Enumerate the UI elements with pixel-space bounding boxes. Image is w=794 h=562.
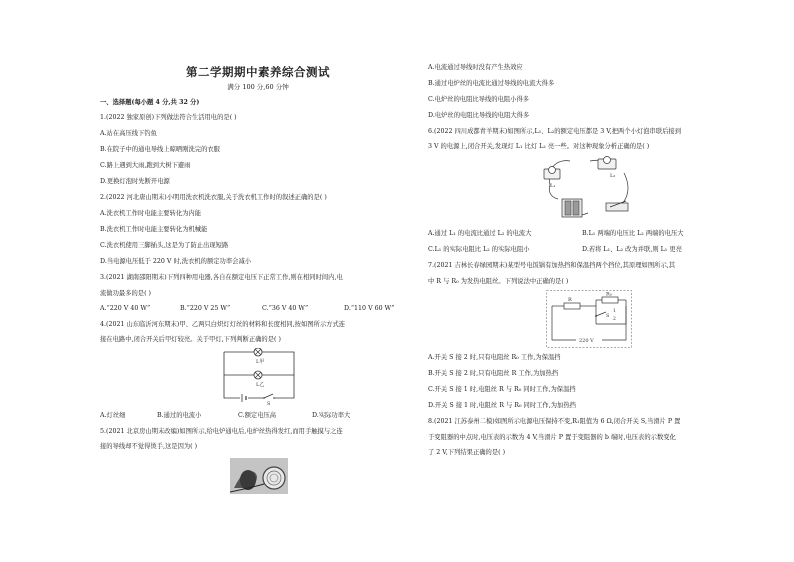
q7-stem-line2: 中 R 与 R₀ 为发热电阻丝。下列说法中正确的是( ) xyxy=(428,278,569,285)
resistor-r-label: R xyxy=(568,297,572,303)
q7-stem-line1: 7.(2021 吉林长春绿园期末)某型号电饭锅有加热挡和保温挡两个挡位,其原理如图所示,其 xyxy=(428,262,676,269)
voltage-label: 220 V xyxy=(579,338,594,344)
resistor-r0-icon xyxy=(602,297,618,303)
q4-option-b: B.通过的电流小 xyxy=(157,412,202,419)
knife-switch-icon xyxy=(606,201,628,211)
q1-option-d: D.更换灯泡时先断开电源 xyxy=(100,178,170,185)
q4-option-c: C.额定电压高 xyxy=(238,412,277,419)
lamp-yi-label: L乙 xyxy=(256,382,265,388)
battery-icon xyxy=(240,394,248,402)
q6-stem-line1: 6.(2022 四川成都青羊期末)如图所示,L₁、L₂的额定电压都是 3 V,把两个小灯泡串联后接到 xyxy=(428,128,682,135)
q1-option-b: B.在院子中的通电导线上晾晒刚洗完的衣服 xyxy=(100,146,220,153)
switch-icon xyxy=(263,394,275,401)
q4-option-a: A.灯丝细 xyxy=(100,412,126,419)
q8-stem-line3: 了 2 V,下列结果正确的是( ) xyxy=(428,449,506,456)
q6-stem-line2: 3 V 的电源上,闭合开关,发现灯 L₁ 比灯 L₂ 亮一些。对这种现象分析正确的是( ) xyxy=(428,143,650,150)
q3-option-c: C.“36 V 40 W” xyxy=(262,305,309,312)
q5-option-b: B.通过电炉丝的电流比通过导线的电流大得多 xyxy=(428,80,555,87)
q7-option-d: D.开关 S 接 1 时,电阻丝 R 与 R₀ 同时工作,为加热挡 xyxy=(428,402,576,409)
q5-stem-line2: 接的导线却不觉得烫手,这是因为( ) xyxy=(100,443,198,450)
q4-circuit-diagram xyxy=(218,348,300,406)
q2-option-c: C.洗衣机使用三脚插头,这是为了防止出现短路 xyxy=(100,242,229,249)
page-subtitle: 满分 100 分,60 分钟 xyxy=(227,83,289,91)
lamp-yi-icon xyxy=(254,371,262,379)
switch-pos-1-label: 1 xyxy=(613,309,616,314)
switch-s-icon xyxy=(595,312,606,317)
lamp-l1-icon xyxy=(544,167,560,180)
q7-option-c: C.开关 S 接 1 时,电阻丝 R 与 R₀ 同时工作,为保温挡 xyxy=(428,386,576,393)
q4-option-d: D.实际功率大 xyxy=(312,412,351,419)
q3-option-d: D.“110 V 60 W” xyxy=(344,305,395,312)
q6-option-b: B.L₁ 两端的电压比 L₂ 两端的电压大 xyxy=(582,230,684,237)
q3-stem-line1: 3.(2021 湖南邵阳期末)下列四种用电器,各自在额定电压下正常工作,则在相同时间内,电 xyxy=(100,274,343,281)
q5-stem-line1: 5.(2021 北京房山期末改编)如图所示,给电炉通电后,电炉丝热得发红,而用手触摸与之连 xyxy=(100,428,343,435)
q3-stem-line2: 流做功最多的是( ) xyxy=(100,290,151,297)
q6-option-a: A.通过 L₁ 的电流比通过 L₂ 的电流大 xyxy=(428,230,532,237)
lamp-jia-label: L甲 xyxy=(256,359,265,365)
q6-option-c: C.L₁ 的实际电阻比 L₂ 的实际电阻小 xyxy=(428,246,530,253)
q5-stove-photo xyxy=(230,458,288,494)
resistor-r0-label: R₀ xyxy=(606,291,612,298)
resistor-r-icon xyxy=(564,303,580,309)
q3-option-a: A.“220 V 40 W” xyxy=(100,305,151,312)
switch-label: S xyxy=(267,401,271,406)
q1-option-c: C.路上遇到大雨,跑到大树下避雨 xyxy=(100,162,191,169)
q1-option-a: A.站在高压线下钓鱼 xyxy=(100,130,157,137)
q2-option-d: D.当电源电压低于 220 V 时,洗衣机的额定功率会减小 xyxy=(100,258,252,265)
q5-option-c: C.电炉丝的电阻比导线的电阻小得多 xyxy=(428,96,530,103)
q5-option-d: D.电炉丝的电阻比导线的电阻大得多 xyxy=(428,112,530,119)
q2-stem: 2.(2022 河北唐山期末)小明用洗衣机洗衣服,关于洗衣机工作时的叙述正确的是( ) xyxy=(100,194,327,201)
lamp-jia-icon xyxy=(254,348,262,356)
q8-stem-line2: 于变阻器的中点时,电压表的示数为 4 V,当滑片 P 置于变阻器的 b 端时,电压表的示数变化 xyxy=(428,434,676,441)
q5-option-a: A.电流通过导线时没有产生热效应 xyxy=(428,64,523,71)
switch-pos-2-label: 2 xyxy=(613,317,616,322)
battery-box-icon xyxy=(562,199,582,217)
q4-stem-line2: 接在电路中,闭合开关后甲灯较亮。关于甲灯,下列判断正确的是( ) xyxy=(100,336,281,343)
lamp-l2-label: L₂ xyxy=(610,173,616,179)
q4-stem-line1: 4.(2021 山东临沂河东期末)甲、乙两只白炽灯灯丝的材料和长度相同,按如图所示方式连 xyxy=(100,321,346,328)
q1-stem: 1.(2022 独家原创)下列做法符合生活用电的是( ) xyxy=(100,114,237,121)
q8-stem-line1: 8.(2021 江苏泰州二模)如图所示电源电压保持不变,R₁阻值为 6 Ω,闭合开关 S,当滑片 P 置 xyxy=(428,418,681,425)
q2-option-a: A.洗衣机工作时电能主要转化为内能 xyxy=(100,210,202,217)
q6-circuit-photo xyxy=(540,155,632,225)
lamp-l2-icon xyxy=(598,157,616,170)
page-title: 第二学期期中素养综合测试 xyxy=(186,65,330,79)
switch-s-label: S xyxy=(606,313,610,319)
q7-option-a: A.开关 S 接 2 时,只有电阻丝 R₀ 工作,为保温挡 xyxy=(428,354,561,361)
lamp-l1-label: L₁ xyxy=(550,183,556,189)
q3-option-b: B.“220 V 25 W” xyxy=(180,305,231,312)
q6-option-d: D.若将 L₁、L₂ 改为并联,则 L₁ 更亮 xyxy=(582,246,682,253)
q7-option-b: B.开关 S 接 2 时,只有电阻丝 R 工作,为加热挡 xyxy=(428,370,559,377)
q7-circuit-diagram xyxy=(546,290,632,348)
section-heading: 一、选择题(每小题 4 分,共 32 分) xyxy=(100,99,200,106)
q2-option-b: B.洗衣机工作时电能主要转化为机械能 xyxy=(100,226,208,233)
